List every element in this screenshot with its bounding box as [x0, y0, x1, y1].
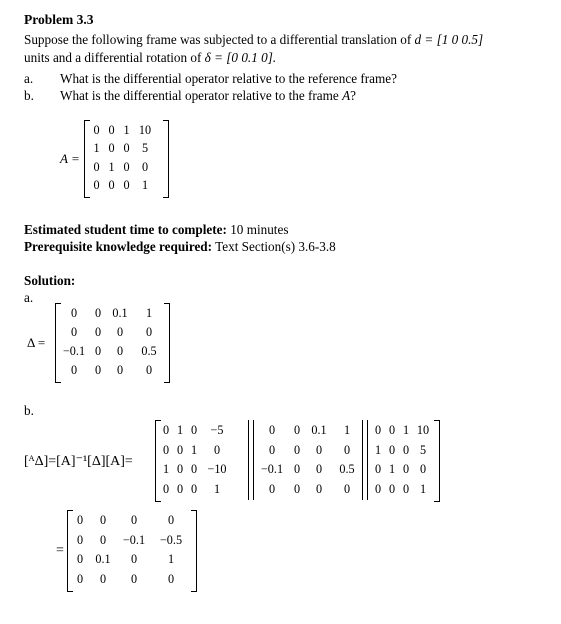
matrix-cell: 1 [167, 552, 175, 567]
matrix-cell: 0 [176, 442, 184, 457]
question-a-label: a. [24, 71, 34, 86]
matrix-cell: 0 [123, 159, 130, 174]
matrix-cell: 5 [419, 442, 427, 457]
matrix-cell: 1 [108, 159, 115, 174]
matrix-cell: 0 [388, 481, 396, 496]
matrix-cell: 0.1 [95, 552, 111, 567]
matrix-cell: 0 [94, 363, 102, 377]
matrix-cell: 0 [94, 306, 102, 320]
matrix-cell: 1 [141, 178, 149, 193]
matrix-cell: 0 [162, 481, 170, 496]
matrix-cell: −0.1 [122, 532, 146, 547]
matrix-cell: 0 [293, 442, 301, 457]
delta-right-bracket [164, 303, 170, 383]
statement-text-2: units and a differential rotation of [24, 50, 202, 65]
matrix-cell: 0 [108, 178, 115, 193]
result-equals: = [56, 543, 64, 558]
solution-title: Solution: [24, 273, 76, 288]
part-b-equation-lhs: [ᴬΔ]=[A]⁻¹[Δ][A]= [24, 454, 133, 469]
matrix-cell: −0.1 [260, 462, 284, 477]
matrix-cell: 0.1 [112, 306, 128, 320]
matrix-cell: 1 [343, 423, 351, 438]
matrix-cell: 0 [190, 481, 198, 496]
matrix-cell: 0 [315, 442, 323, 457]
matrix-cell: 0 [70, 306, 78, 320]
matrix-cell: 0 [70, 363, 78, 377]
matrix-cell: 5 [141, 141, 149, 156]
matrix-cell: 0.5 [141, 344, 157, 358]
matrix-cell: 0 [141, 159, 149, 174]
matrix-a-label: A = [60, 151, 80, 166]
solution-a-label: a. [24, 290, 34, 305]
matrix-cell: 0 [76, 513, 84, 528]
question-b-frame: A [342, 88, 351, 103]
matrix-cell: 0 [76, 552, 84, 567]
matrix-cell: 0 [388, 423, 396, 438]
matrix-cell: 1 [419, 481, 427, 496]
matrix-cell: 1 [374, 442, 382, 457]
matrix-cell: 0 [123, 178, 130, 193]
result-matrix [71, 511, 191, 589]
matrix-cell: 1 [402, 423, 410, 438]
problem-title: Problem 3.3 [24, 12, 94, 27]
matrix-cell: 10 [138, 122, 152, 137]
matrix-cell: 0 [167, 513, 175, 528]
matrix-cell: 0 [388, 442, 396, 457]
matrix-cell: 0 [167, 571, 175, 586]
matrix-cell: 0 [176, 481, 184, 496]
matrix-cell: 0 [94, 325, 102, 339]
matrix-cell: 0 [130, 552, 138, 567]
prerequisites-label: Prerequisite knowledge required: [24, 239, 213, 254]
delta-matrix [59, 304, 165, 380]
delta-matrix-b [256, 421, 362, 499]
matrix-cell: 0 [176, 462, 184, 477]
matrix-cell: 0 [402, 481, 410, 496]
inverse-a-matrix [159, 421, 233, 499]
matrix-cell: 1 [176, 423, 184, 438]
matrix-cell: 0 [108, 122, 115, 137]
matrix-separator [248, 420, 249, 500]
matrix-cell: 0 [315, 481, 323, 496]
matrix-a-b [371, 421, 433, 499]
matrix-cell: 0 [76, 571, 84, 586]
matrix-cell: 0 [99, 571, 107, 586]
matrix-cell: 0 [162, 423, 170, 438]
question-b-body: What is the differential operator relative to the frame [60, 88, 339, 103]
matrix-cell: 1 [162, 462, 170, 477]
matrix-cell: 0 [76, 532, 84, 547]
estimated-time [24, 222, 288, 238]
matrix-cell: 0 [374, 423, 382, 438]
matrix-cell: −10 [207, 462, 227, 477]
matrix-cell: 0.1 [311, 423, 327, 438]
matrix-cell: 0 [70, 325, 78, 339]
matrix-cell: 1 [93, 141, 100, 156]
matrix-cell: 0 [293, 462, 301, 477]
question-a-text: What is the differential operator relative to the reference frame? [60, 71, 397, 86]
estimated-time-label: Estimated student time to complete: [24, 222, 227, 237]
matrix-a [89, 121, 156, 195]
translation-vector: d = [1 0 0.5] [414, 32, 484, 47]
matrix-cell: 0 [268, 442, 276, 457]
matrix-cell: 0 [116, 325, 124, 339]
matrix-a-right-bracket [163, 120, 169, 198]
result-right-bracket [191, 510, 197, 592]
matrix-cell: 0 [213, 442, 221, 457]
matrix-cell: 0 [343, 481, 351, 496]
matrix-cell: 0 [374, 481, 382, 496]
matrix-cell: 0.5 [339, 462, 355, 477]
matrix-cell: 10 [416, 423, 430, 438]
problem-statement-line1 [24, 32, 483, 48]
matrix-cell: −0.5 [159, 532, 183, 547]
matrix-a-b-right-bracket [434, 420, 440, 502]
matrix-cell: 0 [293, 423, 301, 438]
prerequisites-value: Text Section(s) 3.6-3.8 [215, 239, 336, 254]
matrix-cell: 0 [99, 513, 107, 528]
matrix-cell: 1 [190, 442, 198, 457]
matrix-cell: 0 [93, 159, 100, 174]
matrix-cell: 0 [93, 178, 100, 193]
matrix-cell: 0 [108, 141, 115, 156]
matrix-cell: 0 [123, 141, 130, 156]
matrix-cell: 0 [343, 442, 351, 457]
matrix-cell: −5 [210, 423, 224, 438]
matrix-cell: 1 [145, 306, 153, 320]
matrix-cell: −0.1 [62, 344, 86, 358]
matrix-cell: 0 [94, 344, 102, 358]
question-b-label: b. [24, 88, 34, 103]
matrix-cell: 0 [419, 462, 427, 477]
matrix-cell: 1 [388, 462, 396, 477]
delta-label: Δ = [27, 335, 46, 350]
question-b-end: ? [350, 88, 356, 103]
matrix-cell: 1 [213, 481, 221, 496]
matrix-cell: 0 [130, 513, 138, 528]
matrix-separator [367, 420, 368, 500]
matrix-cell: 0 [162, 442, 170, 457]
matrix-cell: 0 [268, 481, 276, 496]
estimated-time-value: 10 minutes [230, 222, 289, 237]
question-b-text [60, 88, 356, 104]
statement-text-1: Suppose the following frame was subjected to a differential translation of [24, 32, 412, 47]
matrix-cell: 0 [293, 481, 301, 496]
matrix-cell: 0 [130, 571, 138, 586]
rotation-vector: δ = [0 0.1 0]. [204, 50, 277, 65]
problem-statement-line2 [24, 50, 276, 66]
matrix-cell: 0 [99, 532, 107, 547]
matrix-cell: 0 [145, 325, 153, 339]
matrix-cell: 0 [190, 423, 198, 438]
matrix-cell: 0 [402, 442, 410, 457]
matrix-cell: 0 [402, 462, 410, 477]
prerequisites [24, 239, 336, 255]
matrix-cell: 0 [116, 344, 124, 358]
matrix-cell: 0 [116, 363, 124, 377]
matrix-cell: 0 [374, 462, 382, 477]
matrix-separator [362, 420, 363, 500]
matrix-cell: 0 [93, 122, 100, 137]
solution-b-label: b. [24, 403, 34, 418]
matrix-cell: 0 [190, 462, 198, 477]
matrix-cell: 0 [268, 423, 276, 438]
matrix-cell: 0 [315, 462, 323, 477]
matrix-separator [253, 420, 254, 500]
matrix-cell: 1 [123, 122, 130, 137]
matrix-cell: 0 [145, 363, 153, 377]
